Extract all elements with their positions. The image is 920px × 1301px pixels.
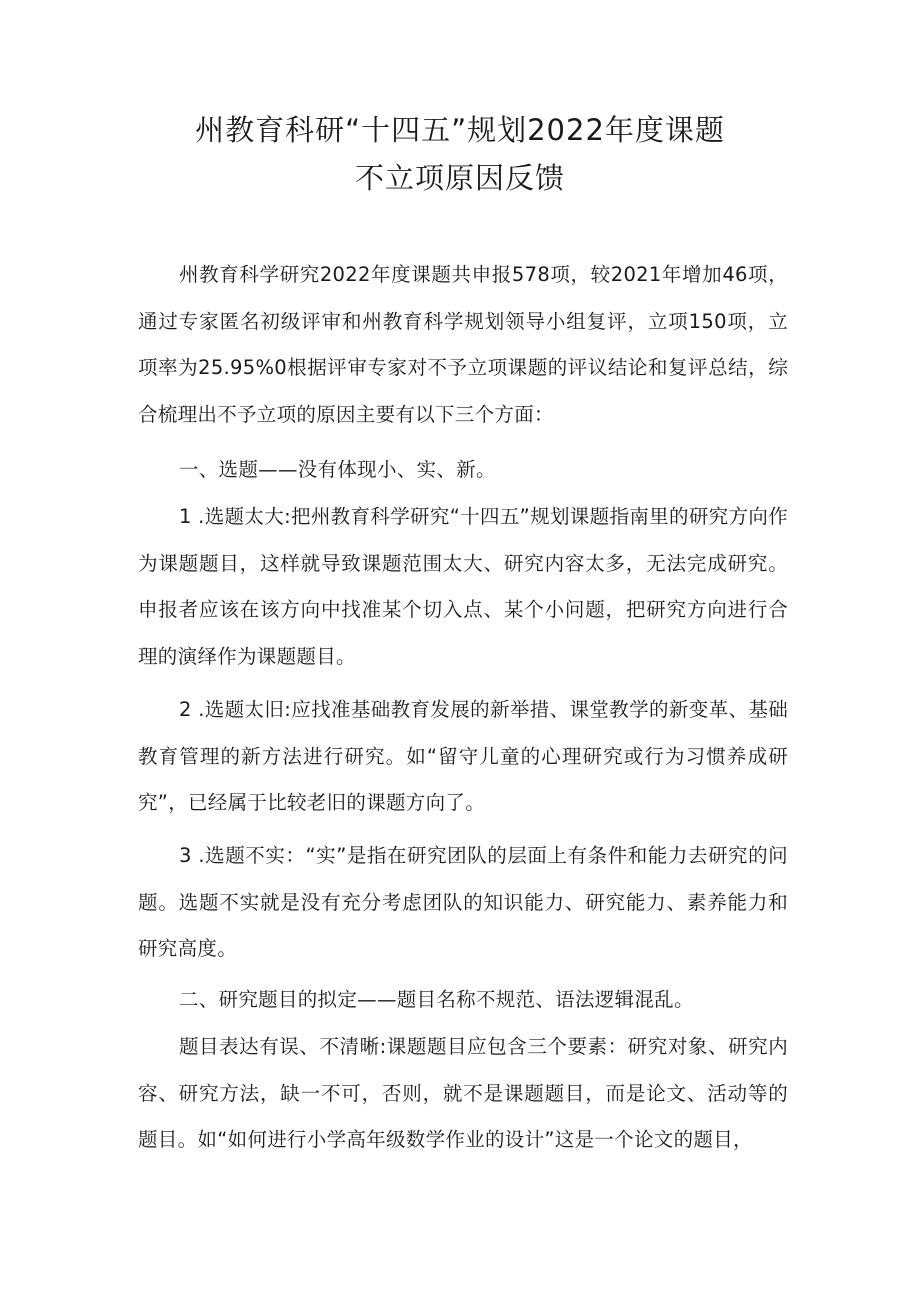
paragraph-title-unclear: 题目表达有误、不清晰:课题题目应包含三个要素：研究对象、研究内容、研究方法，缺一不可，否则，就不是课题题目，而是论文、活动等的题目。如“如何进行小学高年级数学作业的设计”这是一个论文的题目， [138,1035,788,1151]
paragraph-topic-too-large: 1 .选题太大:把州教育科学研究“十四五”规划课题指南里的研究方向作为课题题目，这样就导致课题范围太大、研究内容太多，无法完成研究。申报者应该在该方向中找准某个切入点、某个小问题，把研究方向进行合理的演绎作为课题题目。 [138,505,788,668]
paragraph-topic-not-practical: 3 .选题不实：“实”是指在研究团队的层面上有条件和能力去研究的问题。选题不实就是没有充分考虑团队的知识能力、研究能力、素养能力和研究高度。 [138,844,788,960]
paragraph-topic-too-old: 2 .选题太旧:应找准基础教育发展的新举措、课堂教学的新变革、基础教育管理的新方法进行研究。如“留守儿童的心理研究或行为习惯养成研究”，已经属于比较老旧的课题方向了。 [138,698,788,814]
section-heading-topic-selection: 一、选题——没有体现小、实、新。 [178,458,496,481]
document-title-line-2: 不立项原因反馈 [354,161,565,195]
section-heading-research-title: 二、研究题目的拟定——题目名称不规范、语法逻辑混乱。 [178,988,694,1011]
paragraph-intro: 州教育科学研究2022年度课题共申报578项，较2021年增加46项，通过专家匿名初级评审和州教育科学规划领导小组复评，立项150项，立项率为25.95%0根据评审专家对不予立项课题的评议结论和复评总结，综合梳理出不予立项的原因主要有以下三个方面： [138,263,788,426]
document-title-line-1: 州教育科研“十四五”规划2022年度课题 [195,113,725,147]
